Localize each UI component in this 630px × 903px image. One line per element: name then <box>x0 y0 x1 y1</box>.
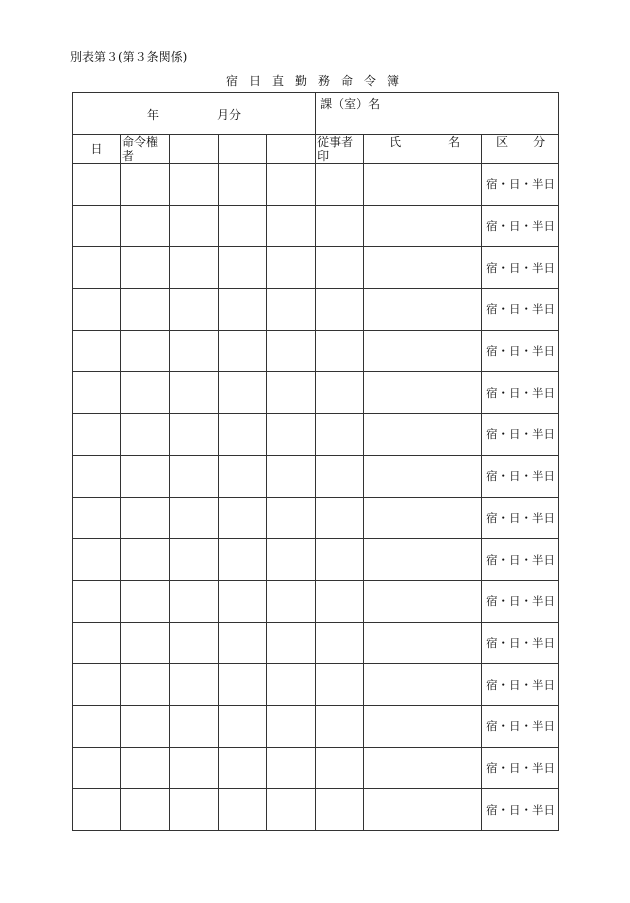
kubun-cell[interactable]: 宿・日・半日 <box>482 789 559 831</box>
issuer-cell[interactable] <box>121 539 170 581</box>
blank-cell[interactable] <box>219 205 267 247</box>
issuer-cell[interactable] <box>121 664 170 706</box>
blank-cell[interactable] <box>170 497 219 539</box>
department-cell[interactable] <box>316 93 559 135</box>
worker-seal-cell[interactable] <box>316 289 364 331</box>
kubun-cell[interactable]: 宿・日・半日 <box>482 580 559 622</box>
kubun-cell[interactable]: 宿・日・半日 <box>482 289 559 331</box>
blank-cell[interactable] <box>219 372 267 414</box>
table-row <box>73 247 559 289</box>
title-char: 命 <box>341 74 354 88</box>
blank-cell[interactable] <box>219 414 267 456</box>
kubun-cell[interactable]: 宿・日・半日 <box>482 539 559 581</box>
blank-cell[interactable] <box>170 414 219 456</box>
table-row <box>73 747 559 789</box>
blank-cell[interactable] <box>267 372 316 414</box>
blank-cell[interactable] <box>267 664 316 706</box>
title-char: 宿 <box>226 74 239 88</box>
kubun-cell[interactable]: 宿・日・半日 <box>482 414 559 456</box>
blank-cell[interactable] <box>267 580 316 622</box>
blank-cell[interactable] <box>170 372 219 414</box>
kubun-cell[interactable]: 宿・日・半日 <box>482 705 559 747</box>
table-row <box>73 539 559 581</box>
table-row <box>73 330 559 372</box>
worker-seal-cell[interactable] <box>316 330 364 372</box>
day-cell[interactable] <box>73 747 121 789</box>
worker-seal-cell[interactable] <box>316 580 364 622</box>
name-cell[interactable] <box>364 747 482 789</box>
blank-cell[interactable] <box>170 289 219 331</box>
day-cell[interactable] <box>73 622 121 664</box>
issuer-cell[interactable] <box>121 414 170 456</box>
name-cell[interactable] <box>364 497 482 539</box>
table-row <box>73 414 559 456</box>
blank-cell[interactable] <box>170 455 219 497</box>
issuer-cell[interactable] <box>121 497 170 539</box>
table-row <box>73 455 559 497</box>
blank-cell[interactable] <box>267 705 316 747</box>
blank-cell[interactable] <box>219 539 267 581</box>
day-cell[interactable] <box>73 789 121 831</box>
kubun-cell[interactable]: 宿・日・半日 <box>482 372 559 414</box>
issuer-cell[interactable] <box>121 455 170 497</box>
day-cell[interactable] <box>73 330 121 372</box>
col-worker-seal-header: 従事者印 <box>316 135 364 164</box>
col-name-header <box>364 135 482 164</box>
day-cell[interactable] <box>73 247 121 289</box>
worker-seal-cell[interactable] <box>316 747 364 789</box>
kubun-cell[interactable]: 宿・日・半日 <box>482 622 559 664</box>
blank-cell[interactable] <box>267 289 316 331</box>
table-row <box>73 289 559 331</box>
name-cell[interactable] <box>364 622 482 664</box>
title-char: 令 <box>364 74 377 88</box>
issuer-cell[interactable] <box>121 372 170 414</box>
day-cell[interactable] <box>73 205 121 247</box>
name-cell[interactable] <box>364 789 482 831</box>
table-row <box>73 664 559 706</box>
kubun-cell[interactable]: 宿・日・半日 <box>482 247 559 289</box>
blank-cell[interactable] <box>219 664 267 706</box>
col-kubun-header <box>482 135 559 164</box>
month-label: 月分 <box>217 108 242 122</box>
day-cell[interactable] <box>73 664 121 706</box>
worker-seal-cell[interactable] <box>316 497 364 539</box>
day-cell[interactable] <box>73 289 121 331</box>
col-blank-header <box>219 135 267 164</box>
title-char: 勤 <box>295 74 308 88</box>
name-cell[interactable] <box>364 455 482 497</box>
blank-cell[interactable] <box>219 789 267 831</box>
department-label: 課（室）名 <box>320 97 381 111</box>
issuer-cell[interactable] <box>121 789 170 831</box>
name-cell[interactable] <box>364 164 482 206</box>
col-kubun-part1: 区 <box>496 135 509 149</box>
issuer-cell[interactable] <box>121 747 170 789</box>
blank-cell[interactable] <box>170 664 219 706</box>
blank-cell[interactable] <box>267 164 316 206</box>
table-row <box>73 205 559 247</box>
worker-seal-cell[interactable] <box>316 247 364 289</box>
blank-cell[interactable] <box>219 164 267 206</box>
issuer-cell[interactable] <box>121 289 170 331</box>
worker-seal-cell[interactable] <box>316 455 364 497</box>
blank-cell[interactable] <box>267 455 316 497</box>
worker-seal-cell[interactable] <box>316 789 364 831</box>
title-char: 簿 <box>387 74 400 88</box>
table-row <box>73 789 559 831</box>
blank-cell[interactable] <box>170 747 219 789</box>
name-cell[interactable] <box>364 372 482 414</box>
blank-cell[interactable] <box>170 789 219 831</box>
day-cell[interactable] <box>73 414 121 456</box>
day-cell[interactable] <box>73 539 121 581</box>
form-reference: 別表第３(第３条関係) <box>70 50 188 64</box>
issuer-cell[interactable] <box>121 580 170 622</box>
name-cell[interactable] <box>364 289 482 331</box>
col-name-part2: 名 <box>448 135 461 149</box>
table-row <box>73 164 559 206</box>
kubun-cell[interactable]: 宿・日・半日 <box>482 164 559 206</box>
header-period-row <box>73 93 559 135</box>
day-cell[interactable] <box>73 497 121 539</box>
blank-cell[interactable] <box>170 580 219 622</box>
blank-cell[interactable] <box>267 205 316 247</box>
issuer-cell[interactable] <box>121 622 170 664</box>
col-issuer-header: 命令権者 <box>121 135 170 164</box>
blank-cell[interactable] <box>267 622 316 664</box>
period-cell[interactable] <box>73 93 316 135</box>
year-label: 年 <box>147 108 160 122</box>
worker-seal-cell[interactable] <box>316 372 364 414</box>
issuer-cell[interactable] <box>121 705 170 747</box>
worker-seal-cell[interactable] <box>316 664 364 706</box>
blank-cell[interactable] <box>170 622 219 664</box>
worker-seal-cell[interactable] <box>316 622 364 664</box>
kubun-cell[interactable]: 宿・日・半日 <box>482 205 559 247</box>
name-cell[interactable] <box>364 705 482 747</box>
duty-order-table <box>72 92 559 831</box>
name-cell[interactable] <box>364 414 482 456</box>
name-cell[interactable] <box>364 664 482 706</box>
blank-cell[interactable] <box>267 330 316 372</box>
table-row <box>73 622 559 664</box>
issuer-cell[interactable] <box>121 164 170 206</box>
blank-cell[interactable] <box>219 747 267 789</box>
name-cell[interactable] <box>364 205 482 247</box>
name-cell[interactable] <box>364 330 482 372</box>
blank-cell[interactable] <box>219 330 267 372</box>
title-char: 直 <box>272 74 285 88</box>
blank-cell[interactable] <box>267 789 316 831</box>
col-day-header: 日 <box>73 135 121 164</box>
blank-cell[interactable] <box>170 164 219 206</box>
blank-cell[interactable] <box>267 414 316 456</box>
title-char: 日 <box>249 74 262 88</box>
kubun-cell[interactable]: 宿・日・半日 <box>482 455 559 497</box>
col-kubun-part2: 分 <box>533 135 546 149</box>
name-cell[interactable] <box>364 580 482 622</box>
name-cell[interactable] <box>364 247 482 289</box>
table-row <box>73 372 559 414</box>
kubun-cell[interactable]: 宿・日・半日 <box>482 664 559 706</box>
day-cell[interactable] <box>73 372 121 414</box>
blank-cell[interactable] <box>219 455 267 497</box>
blank-cell[interactable] <box>170 205 219 247</box>
worker-seal-cell[interactable] <box>316 539 364 581</box>
issuer-cell[interactable] <box>121 205 170 247</box>
col-name-part1: 氏 <box>389 135 402 149</box>
blank-cell[interactable] <box>170 330 219 372</box>
blank-cell[interactable] <box>267 747 316 789</box>
issuer-cell[interactable] <box>121 330 170 372</box>
table-row <box>73 497 559 539</box>
col-blank-header <box>170 135 219 164</box>
kubun-cell[interactable]: 宿・日・半日 <box>482 497 559 539</box>
blank-cell[interactable] <box>170 705 219 747</box>
table-row <box>73 705 559 747</box>
blank-cell[interactable] <box>219 622 267 664</box>
blank-cell[interactable] <box>219 580 267 622</box>
title-char: 務 <box>318 74 331 88</box>
day-cell[interactable] <box>73 580 121 622</box>
col-blank-header <box>267 135 316 164</box>
kubun-cell[interactable]: 宿・日・半日 <box>482 330 559 372</box>
kubun-cell[interactable]: 宿・日・半日 <box>482 747 559 789</box>
day-cell[interactable] <box>73 705 121 747</box>
blank-cell[interactable] <box>170 539 219 581</box>
blank-cell[interactable] <box>170 247 219 289</box>
blank-cell[interactable] <box>219 705 267 747</box>
name-cell[interactable] <box>364 539 482 581</box>
blank-cell[interactable] <box>267 247 316 289</box>
blank-cell[interactable] <box>219 497 267 539</box>
issuer-cell[interactable] <box>121 247 170 289</box>
blank-cell[interactable] <box>267 497 316 539</box>
worker-seal-cell[interactable] <box>316 205 364 247</box>
day-cell[interactable] <box>73 164 121 206</box>
blank-cell[interactable] <box>219 289 267 331</box>
day-cell[interactable] <box>73 455 121 497</box>
column-header-row <box>73 135 559 164</box>
form-title <box>226 72 410 89</box>
worker-seal-cell[interactable] <box>316 164 364 206</box>
blank-cell[interactable] <box>219 247 267 289</box>
worker-seal-cell[interactable] <box>316 705 364 747</box>
worker-seal-cell[interactable] <box>316 414 364 456</box>
blank-cell[interactable] <box>267 539 316 581</box>
table-row <box>73 580 559 622</box>
